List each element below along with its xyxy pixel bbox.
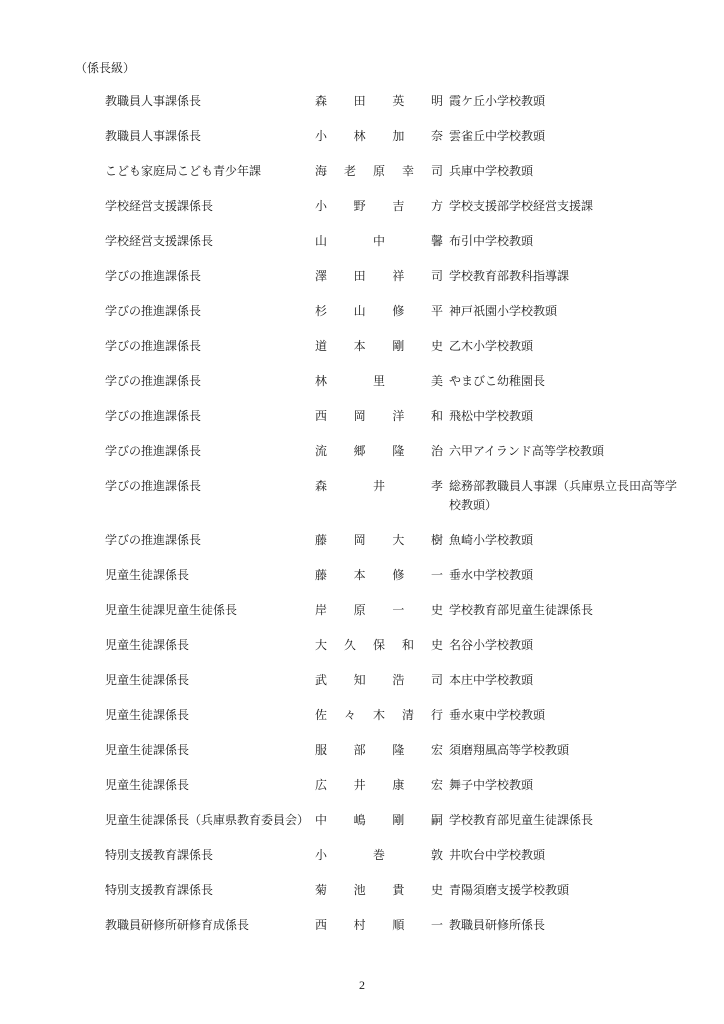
name-char: 嶋 (353, 813, 366, 827)
position-title: 学校経営支援課係長 (105, 199, 214, 213)
table-row (0, 442, 724, 461)
table-row (0, 881, 724, 900)
person-name (315, 162, 443, 181)
name-char: 和 (430, 409, 443, 423)
name-char: 原 (353, 603, 366, 617)
name-char: 嗣 (430, 813, 443, 827)
name-char: 司 (430, 164, 443, 178)
position-title: 児童生徒課係長（兵庫県教育委員会） (105, 813, 310, 827)
name-char: 一 (430, 568, 443, 582)
person-name (315, 92, 443, 111)
name-char: 貴 (392, 883, 405, 897)
table-row (0, 162, 724, 181)
name-char: 洋 (392, 409, 405, 423)
table-row (0, 127, 724, 146)
table-row (0, 407, 724, 426)
name-char: 々 (343, 708, 356, 722)
table-row (0, 372, 724, 391)
person-name (315, 741, 443, 760)
name-char: 敦 (430, 848, 443, 862)
previous-position: 本庄中学校教頭 (449, 673, 534, 687)
table-row (0, 197, 724, 216)
name-char: 木 (372, 708, 385, 722)
name-char: 樹 (430, 533, 443, 547)
previous-position: 神戸祇園小学校教頭 (449, 304, 558, 318)
table-row (0, 636, 724, 655)
name-char: 野 (353, 199, 366, 213)
person-name (315, 372, 443, 391)
person-name (315, 531, 443, 550)
name-char: 馨 (430, 234, 443, 248)
position-title: 児童生徒課係長 (105, 708, 190, 722)
name-char: 隆 (392, 743, 405, 757)
position-title: 学びの推進課係長 (105, 409, 202, 423)
name-char: 治 (430, 444, 443, 458)
name-char: 史 (430, 638, 443, 652)
name-char: 井 (353, 778, 366, 792)
person-name (315, 636, 443, 655)
position-title: 教職員研修所研修育成係長 (105, 918, 250, 932)
name-char: 岡 (353, 533, 366, 547)
person-name (315, 127, 443, 146)
name-char: 杉 (315, 304, 328, 318)
table-row (0, 92, 724, 111)
position-title: 学校経営支援課係長 (105, 234, 214, 248)
name-char: 澤 (315, 269, 328, 283)
table-row (0, 531, 724, 550)
name-char: 岸 (315, 603, 328, 617)
position-title: 特別支援教育課係長 (105, 848, 214, 862)
previous-position: 垂水東中学校教頭 (449, 708, 546, 722)
table-row (0, 232, 724, 251)
position-title: 児童生徒課係長 (105, 778, 190, 792)
table-row (0, 916, 724, 935)
personnel-list (0, 92, 724, 951)
page-number: 2 (359, 978, 365, 992)
name-char: 順 (392, 918, 405, 932)
previous-position: 垂水中学校教頭 (449, 568, 534, 582)
previous-position: やまびこ幼稚園長 (449, 374, 546, 388)
name-char: 菊 (315, 883, 328, 897)
name-char: 修 (392, 568, 405, 582)
name-char: 久 (343, 638, 356, 652)
name-char: 和 (401, 638, 414, 652)
name-char: 林 (353, 129, 366, 143)
position-title: 児童生徒課係長 (105, 673, 190, 687)
name-char: 武 (315, 673, 328, 687)
position-title: 児童生徒課係長 (105, 568, 190, 582)
name-char: 池 (353, 883, 366, 897)
name-char: 美 (430, 374, 443, 388)
name-char: 村 (353, 918, 366, 932)
name-char: 西 (315, 409, 328, 423)
person-name (315, 671, 443, 690)
name-char: 加 (392, 129, 405, 143)
name-char: 幸 (401, 164, 414, 178)
name-char: 大 (315, 638, 328, 652)
name-char: 藤 (315, 568, 328, 582)
position-title: 学びの推進課係長 (105, 339, 202, 353)
name-char: 剛 (392, 813, 405, 827)
previous-position: 布引中学校教頭 (449, 234, 534, 248)
name-char: 史 (430, 883, 443, 897)
name-char: 修 (392, 304, 405, 318)
name-char: 祥 (392, 269, 405, 283)
name-char: 山 (315, 234, 328, 248)
name-char: 一 (430, 918, 443, 932)
name-char: 服 (315, 743, 328, 757)
table-row (0, 337, 724, 356)
name-char: 郷 (353, 444, 366, 458)
name-char: 中 (372, 234, 385, 248)
table-row (0, 776, 724, 795)
table-row (0, 477, 724, 515)
previous-position: 学校支援部学校経営支援課 (449, 199, 594, 213)
table-row (0, 811, 724, 830)
name-char: 山 (353, 304, 366, 318)
table-row (0, 302, 724, 321)
position-title: 児童生徒課係長 (105, 743, 190, 757)
position-title: 学びの推進課係長 (105, 304, 202, 318)
name-char: 宏 (430, 743, 443, 757)
position-title: 教職員人事課係長 (105, 94, 202, 108)
name-char: 康 (392, 778, 405, 792)
name-char: 里 (372, 374, 385, 388)
person-name (315, 916, 443, 935)
person-name (315, 776, 443, 795)
position-title: 特別支援教育課係長 (105, 883, 214, 897)
previous-position: 学校教育部教科指導課 (449, 269, 570, 283)
position-title: 児童生徒課児童生徒係長 (105, 603, 238, 617)
name-char: 田 (353, 269, 366, 283)
name-char: 部 (353, 743, 366, 757)
name-char: 平 (430, 304, 443, 318)
person-name (315, 302, 443, 321)
previous-position: 六甲アイランド高等学校教頭 (449, 444, 604, 458)
name-char: 行 (430, 708, 443, 722)
name-char: 孝 (430, 479, 443, 493)
position-title: 児童生徒課係長 (105, 638, 190, 652)
previous-position: 青陽須磨支援学校教頭 (449, 883, 570, 897)
previous-position: 学校教育部児童生徒課係長 (449, 603, 594, 617)
position-title: 学びの推進課係長 (105, 533, 202, 547)
section-label: （係長級） (75, 61, 136, 75)
previous-position: 名谷小学校教頭 (449, 638, 534, 652)
previous-position: 乙木小学校教頭 (449, 339, 534, 353)
name-char: 保 (372, 638, 385, 652)
person-name (315, 477, 443, 496)
position-title: こども家庭局こども青少年課 (105, 164, 262, 178)
position-title: 教職員人事課係長 (105, 129, 202, 143)
name-char: 岡 (353, 409, 366, 423)
position-title: 学びの推進課係長 (105, 444, 202, 458)
person-name (315, 601, 443, 620)
name-char: 英 (392, 94, 405, 108)
name-char: 本 (353, 568, 366, 582)
name-char: 広 (315, 778, 328, 792)
name-char: 知 (353, 673, 366, 687)
person-name (315, 197, 443, 216)
table-row (0, 671, 724, 690)
name-char: 清 (401, 708, 414, 722)
table-row (0, 566, 724, 585)
name-char: 森 (315, 479, 328, 493)
previous-position: 須磨翔風高等学校教頭 (449, 743, 570, 757)
name-char: 方 (430, 199, 443, 213)
previous-position: 雲雀丘中学校教頭 (449, 129, 546, 143)
position-title: 学びの推進課係長 (105, 269, 202, 283)
name-char: 史 (430, 339, 443, 353)
name-char: 藤 (315, 533, 328, 547)
name-char: 道 (315, 339, 328, 353)
person-name (315, 811, 443, 830)
previous-position: 舞子中学校教頭 (449, 778, 534, 792)
name-char: 司 (430, 673, 443, 687)
name-char: 海 (315, 164, 328, 178)
name-char: 史 (430, 603, 443, 617)
name-char: 小 (315, 848, 328, 862)
person-name (315, 232, 443, 251)
name-char: 本 (353, 339, 366, 353)
table-row (0, 741, 724, 760)
person-name (315, 337, 443, 356)
name-char: 小 (315, 199, 328, 213)
previous-position: 学校教育部児童生徒課係長 (449, 813, 594, 827)
table-row (0, 267, 724, 286)
previous-position: 魚崎小学校教頭 (449, 533, 534, 547)
name-char: 森 (315, 94, 328, 108)
name-char: 田 (353, 94, 366, 108)
name-char: 大 (392, 533, 405, 547)
name-char: 流 (315, 444, 328, 458)
table-row (0, 846, 724, 865)
name-char: 隆 (392, 444, 405, 458)
person-name (315, 407, 443, 426)
position-title: 学びの推進課係長 (105, 479, 202, 493)
person-name (315, 846, 443, 865)
name-char: 巻 (372, 848, 385, 862)
table-row (0, 706, 724, 725)
position-title: 学びの推進課係長 (105, 374, 202, 388)
name-char: 林 (315, 374, 328, 388)
name-char: 小 (315, 129, 328, 143)
person-name (315, 267, 443, 286)
person-name (315, 881, 443, 900)
name-char: 原 (372, 164, 385, 178)
previous-position: 飛松中学校教頭 (449, 409, 534, 423)
previous-position: 井吹台中学校教頭 (449, 848, 546, 862)
name-char: 佐 (315, 708, 328, 722)
name-char: 西 (315, 918, 328, 932)
person-name (315, 566, 443, 585)
name-char: 老 (343, 164, 356, 178)
name-char: 井 (372, 479, 385, 493)
name-char: 司 (430, 269, 443, 283)
person-name (315, 442, 443, 461)
name-char: 剛 (392, 339, 405, 353)
name-char: 中 (315, 813, 328, 827)
name-char: 奈 (430, 129, 443, 143)
name-char: 吉 (392, 199, 405, 213)
table-row (0, 601, 724, 620)
name-char: 明 (430, 94, 443, 108)
person-name (315, 706, 443, 725)
name-char: 浩 (392, 673, 405, 687)
name-char: 宏 (430, 778, 443, 792)
previous-position: 総務部教職員人事課（兵庫県立長田高等学校教頭） (449, 479, 678, 512)
previous-position: 兵庫中学校教頭 (449, 164, 534, 178)
previous-position: 教職員研修所係長 (449, 918, 546, 932)
previous-position: 霞ケ丘小学校教頭 (449, 94, 546, 108)
name-char: 一 (392, 603, 405, 617)
